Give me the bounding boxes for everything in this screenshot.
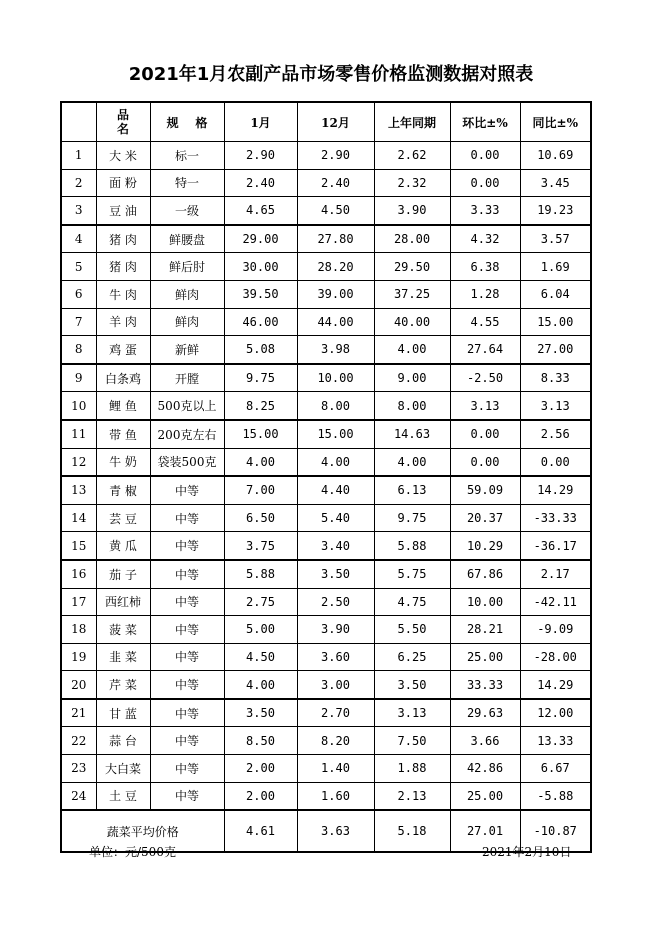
cell-name: 青 椒 [96, 476, 150, 504]
cell-mom: 25.00 [450, 782, 520, 810]
cell-jan: 9.75 [224, 364, 297, 392]
cell-jan: 4.00 [224, 448, 297, 476]
cell-mom: 27.64 [450, 336, 520, 364]
cell-dec: 15.00 [297, 420, 374, 448]
cell-index: 7 [61, 308, 96, 336]
header-jan: 1月 [224, 102, 297, 142]
cell-jan: 3.75 [224, 532, 297, 560]
average-label: 蔬菜平均价格 [61, 810, 224, 852]
cell-last-year: 2.62 [374, 142, 450, 170]
cell-last-year: 5.50 [374, 616, 450, 644]
cell-yoy: 10.69 [520, 142, 591, 170]
table-body [61, 142, 591, 811]
cell-yoy: 0.00 [520, 448, 591, 476]
header-name: 品 名 [96, 102, 150, 142]
cell-spec: 200克左右 [150, 420, 224, 448]
cell-spec: 中等 [150, 671, 224, 699]
cell-jan: 3.50 [224, 699, 297, 727]
cell-spec: 特一 [150, 169, 224, 197]
cell-last-year: 37.25 [374, 280, 450, 308]
cell-index: 11 [61, 420, 96, 448]
cell-dec: 3.60 [297, 643, 374, 671]
cell-name: 黄 瓜 [96, 532, 150, 560]
report-date: 2021年2月10日 [482, 845, 572, 859]
cell-jan: 4.50 [224, 643, 297, 671]
cell-jan: 4.65 [224, 197, 297, 225]
table-row [61, 755, 591, 783]
cell-dec: 3.00 [297, 671, 374, 699]
cell-mom: 0.00 [450, 420, 520, 448]
cell-dec: 44.00 [297, 308, 374, 336]
cell-spec: 中等 [150, 643, 224, 671]
cell-spec: 标一 [150, 142, 224, 170]
cell-yoy: -33.33 [520, 504, 591, 532]
average-mom: 27.01 [450, 810, 520, 852]
cell-name: 芸 豆 [96, 504, 150, 532]
cell-yoy: 3.13 [520, 392, 591, 420]
cell-last-year: 4.75 [374, 588, 450, 616]
cell-jan: 30.00 [224, 253, 297, 281]
cell-mom: 0.00 [450, 448, 520, 476]
table-row [61, 616, 591, 644]
cell-jan: 5.88 [224, 560, 297, 588]
cell-dec: 3.50 [297, 560, 374, 588]
cell-name: 大 米 [96, 142, 150, 170]
header-row [61, 102, 591, 142]
cell-yoy: -5.88 [520, 782, 591, 810]
cell-name: 茄 子 [96, 560, 150, 588]
cell-name: 土 豆 [96, 782, 150, 810]
cell-index: 19 [61, 643, 96, 671]
cell-yoy: 1.69 [520, 253, 591, 281]
cell-yoy: 8.33 [520, 364, 591, 392]
cell-yoy: 3.45 [520, 169, 591, 197]
table-row [61, 448, 591, 476]
cell-yoy: 14.29 [520, 671, 591, 699]
cell-index: 9 [61, 364, 96, 392]
cell-yoy: 2.56 [520, 420, 591, 448]
header-spec: 规 格 [150, 102, 224, 142]
cell-yoy: 6.67 [520, 755, 591, 783]
cell-index: 13 [61, 476, 96, 504]
cell-index: 21 [61, 699, 96, 727]
cell-jan: 6.50 [224, 504, 297, 532]
cell-mom: 1.28 [450, 280, 520, 308]
cell-mom: 4.55 [450, 308, 520, 336]
cell-dec: 28.20 [297, 253, 374, 281]
cell-yoy: 12.00 [520, 699, 591, 727]
table-row [61, 504, 591, 532]
average-jan: 4.61 [224, 810, 297, 852]
cell-dec: 3.90 [297, 616, 374, 644]
table-row [61, 476, 591, 504]
cell-yoy: 13.33 [520, 727, 591, 755]
cell-name: 韭 菜 [96, 643, 150, 671]
cell-last-year: 4.00 [374, 336, 450, 364]
cell-spec: 开膛 [150, 364, 224, 392]
cell-last-year: 3.50 [374, 671, 450, 699]
cell-yoy: 6.04 [520, 280, 591, 308]
cell-jan: 2.00 [224, 755, 297, 783]
cell-index: 22 [61, 727, 96, 755]
cell-yoy: -42.11 [520, 588, 591, 616]
cell-index: 24 [61, 782, 96, 810]
cell-spec: 中等 [150, 727, 224, 755]
cell-last-year: 40.00 [374, 308, 450, 336]
average-dec: 3.63 [297, 810, 374, 852]
cell-yoy: 27.00 [520, 336, 591, 364]
cell-index: 18 [61, 616, 96, 644]
cell-index: 8 [61, 336, 96, 364]
cell-spec: 中等 [150, 699, 224, 727]
cell-yoy: 3.57 [520, 225, 591, 253]
cell-yoy: -36.17 [520, 532, 591, 560]
table-row [61, 392, 591, 420]
cell-last-year: 5.88 [374, 532, 450, 560]
cell-last-year: 1.88 [374, 755, 450, 783]
table-row [61, 197, 591, 225]
cell-index: 3 [61, 197, 96, 225]
cell-name: 面 粉 [96, 169, 150, 197]
table-row [61, 782, 591, 810]
table-row [61, 699, 591, 727]
cell-last-year: 4.00 [374, 448, 450, 476]
cell-dec: 8.20 [297, 727, 374, 755]
cell-name: 带 鱼 [96, 420, 150, 448]
cell-spec: 中等 [150, 560, 224, 588]
average-last-year: 5.18 [374, 810, 450, 852]
cell-dec: 3.98 [297, 336, 374, 364]
cell-last-year: 14.63 [374, 420, 450, 448]
cell-index: 10 [61, 392, 96, 420]
table-row [61, 308, 591, 336]
cell-last-year: 28.00 [374, 225, 450, 253]
cell-mom: 59.09 [450, 476, 520, 504]
cell-mom: 0.00 [450, 142, 520, 170]
cell-dec: 4.40 [297, 476, 374, 504]
cell-dec: 2.50 [297, 588, 374, 616]
cell-spec: 鲜肉 [150, 308, 224, 336]
cell-dec: 5.40 [297, 504, 374, 532]
table-row [61, 142, 591, 170]
cell-last-year: 29.50 [374, 253, 450, 281]
cell-spec: 袋装500克 [150, 448, 224, 476]
cell-name: 鸡 蛋 [96, 336, 150, 364]
cell-name: 西红柿 [96, 588, 150, 616]
cell-last-year: 8.00 [374, 392, 450, 420]
table-row [61, 364, 591, 392]
cell-name: 白条鸡 [96, 364, 150, 392]
cell-dec: 3.40 [297, 532, 374, 560]
cell-mom: 3.33 [450, 197, 520, 225]
cell-last-year: 6.13 [374, 476, 450, 504]
cell-mom: 29.63 [450, 699, 520, 727]
cell-mom: 25.00 [450, 643, 520, 671]
cell-mom: 10.29 [450, 532, 520, 560]
cell-name: 大白菜 [96, 755, 150, 783]
cell-index: 6 [61, 280, 96, 308]
cell-last-year: 9.75 [374, 504, 450, 532]
cell-name: 羊 肉 [96, 308, 150, 336]
cell-jan: 2.00 [224, 782, 297, 810]
cell-index: 2 [61, 169, 96, 197]
cell-mom: 67.86 [450, 560, 520, 588]
header-dec: 12月 [297, 102, 374, 142]
cell-dec: 2.40 [297, 169, 374, 197]
cell-spec: 500克以上 [150, 392, 224, 420]
cell-mom: 0.00 [450, 169, 520, 197]
header-index [61, 102, 96, 142]
cell-spec: 中等 [150, 616, 224, 644]
cell-index: 1 [61, 142, 96, 170]
cell-spec: 中等 [150, 782, 224, 810]
table-row [61, 225, 591, 253]
cell-name: 牛 肉 [96, 280, 150, 308]
header-last-year: 上年同期 [374, 102, 450, 142]
table-row [61, 643, 591, 671]
cell-index: 17 [61, 588, 96, 616]
header-yoy: 同比±% [520, 102, 591, 142]
cell-jan: 2.90 [224, 142, 297, 170]
cell-yoy: -28.00 [520, 643, 591, 671]
cell-spec: 中等 [150, 532, 224, 560]
cell-spec: 一级 [150, 197, 224, 225]
cell-dec: 1.40 [297, 755, 374, 783]
cell-yoy: 14.29 [520, 476, 591, 504]
page-title: 2021年1月农副产品市场零售价格监测数据对照表 [128, 64, 534, 85]
cell-mom: 10.00 [450, 588, 520, 616]
cell-spec: 中等 [150, 588, 224, 616]
cell-index: 5 [61, 253, 96, 281]
table-row [61, 253, 591, 281]
cell-name: 蒜 台 [96, 727, 150, 755]
cell-spec: 新鲜 [150, 336, 224, 364]
cell-mom: 33.33 [450, 671, 520, 699]
cell-jan: 2.75 [224, 588, 297, 616]
cell-jan: 8.25 [224, 392, 297, 420]
cell-name: 菠 菜 [96, 616, 150, 644]
cell-index: 20 [61, 671, 96, 699]
cell-dec: 2.90 [297, 142, 374, 170]
cell-last-year: 2.13 [374, 782, 450, 810]
cell-last-year: 3.90 [374, 197, 450, 225]
cell-yoy: -9.09 [520, 616, 591, 644]
cell-jan: 39.50 [224, 280, 297, 308]
cell-dec: 27.80 [297, 225, 374, 253]
cell-yoy: 2.17 [520, 560, 591, 588]
cell-index: 12 [61, 448, 96, 476]
cell-jan: 46.00 [224, 308, 297, 336]
cell-jan: 5.08 [224, 336, 297, 364]
cell-dec: 39.00 [297, 280, 374, 308]
cell-mom: 42.86 [450, 755, 520, 783]
cell-name: 芹 菜 [96, 671, 150, 699]
unit-note: 单位：元/500克 [89, 845, 176, 859]
cell-name: 豆 油 [96, 197, 150, 225]
cell-spec: 鲜后肘 [150, 253, 224, 281]
cell-jan: 2.40 [224, 169, 297, 197]
cell-dec: 4.50 [297, 197, 374, 225]
cell-name: 猪 肉 [96, 225, 150, 253]
cell-dec: 4.00 [297, 448, 374, 476]
cell-dec: 2.70 [297, 699, 374, 727]
cell-last-year: 9.00 [374, 364, 450, 392]
table-row [61, 280, 591, 308]
cell-last-year: 3.13 [374, 699, 450, 727]
cell-spec: 鲜腰盘 [150, 225, 224, 253]
header-mom: 环比±% [450, 102, 520, 142]
cell-index: 23 [61, 755, 96, 783]
cell-name: 甘 蓝 [96, 699, 150, 727]
cell-index: 4 [61, 225, 96, 253]
cell-last-year: 5.75 [374, 560, 450, 588]
cell-mom: 4.32 [450, 225, 520, 253]
cell-index: 15 [61, 532, 96, 560]
cell-jan: 4.00 [224, 671, 297, 699]
cell-mom: 20.37 [450, 504, 520, 532]
table-row [61, 560, 591, 588]
table-row [61, 336, 591, 364]
cell-dec: 1.60 [297, 782, 374, 810]
table-row [61, 420, 591, 448]
cell-spec: 中等 [150, 476, 224, 504]
cell-yoy: 19.23 [520, 197, 591, 225]
cell-dec: 8.00 [297, 392, 374, 420]
cell-mom: 3.13 [450, 392, 520, 420]
table-row [61, 169, 591, 197]
cell-spec: 中等 [150, 755, 224, 783]
cell-mom: 6.38 [450, 253, 520, 281]
table-row [61, 671, 591, 699]
cell-spec: 中等 [150, 504, 224, 532]
cell-jan: 29.00 [224, 225, 297, 253]
cell-last-year: 6.25 [374, 643, 450, 671]
cell-name: 牛 奶 [96, 448, 150, 476]
cell-spec: 鲜肉 [150, 280, 224, 308]
cell-mom: 28.21 [450, 616, 520, 644]
price-table [60, 101, 592, 853]
table-row [61, 588, 591, 616]
table-row [61, 532, 591, 560]
cell-jan: 5.00 [224, 616, 297, 644]
cell-jan: 8.50 [224, 727, 297, 755]
cell-name: 猪 肉 [96, 253, 150, 281]
cell-last-year: 7.50 [374, 727, 450, 755]
table-row [61, 727, 591, 755]
cell-dec: 10.00 [297, 364, 374, 392]
cell-mom: -2.50 [450, 364, 520, 392]
cell-jan: 15.00 [224, 420, 297, 448]
average-yoy: -10.87 [520, 810, 591, 852]
cell-mom: 3.66 [450, 727, 520, 755]
cell-name: 鲤 鱼 [96, 392, 150, 420]
cell-jan: 7.00 [224, 476, 297, 504]
cell-last-year: 2.32 [374, 169, 450, 197]
cell-index: 14 [61, 504, 96, 532]
cell-index: 16 [61, 560, 96, 588]
cell-yoy: 15.00 [520, 308, 591, 336]
